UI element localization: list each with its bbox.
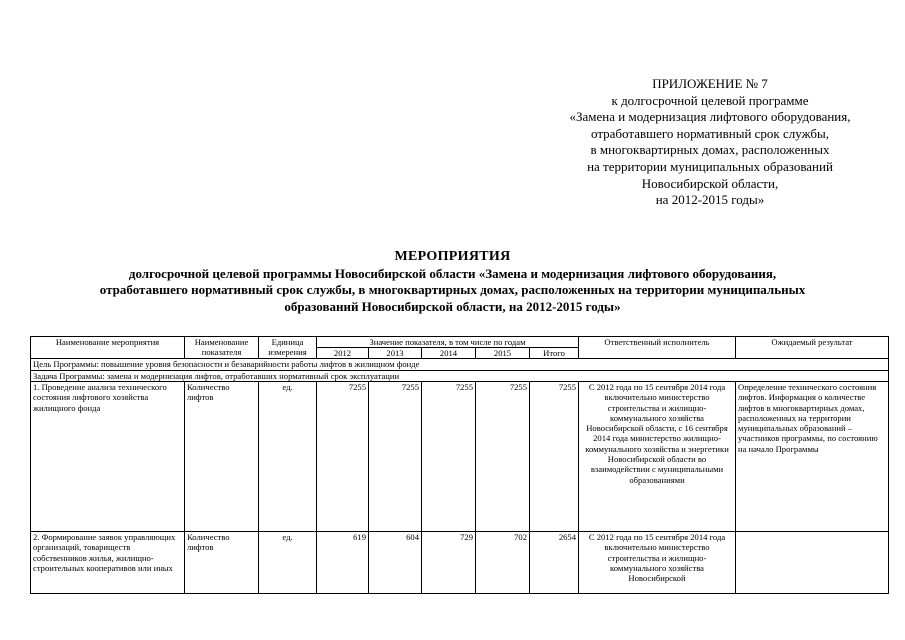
row-value-2015: 702 [476, 532, 530, 594]
row-value-total: 7255 [530, 382, 579, 532]
row-indicator: Количество лифтов [185, 382, 259, 532]
appendix-header [520, 76, 900, 209]
appendix-line: Новосибирской области, [641, 175, 779, 191]
row-executor: С 2012 года по 15 сентября 2014 года включительно министерство строительства и жилищно-коммунального хозяйства Новосибирской области, с 16 сентября 2014 года министерство жилищно-коммунального хозяйства и энергетики Новосибирской области во взаимодействии с муниципальными образованиями [579, 382, 736, 532]
header-total: Итого [530, 348, 579, 359]
appendix-line: ПРИЛОЖЕНИЕ № 7 [652, 76, 768, 91]
header-executor: Ответственный исполнитель [579, 337, 736, 359]
title-line: образований Новосибирской области, на 2012-2015 годы» [284, 298, 621, 314]
row-value-2015: 7255 [476, 382, 530, 532]
table-row [31, 532, 889, 594]
appendix-line: на территории муниципальных образований [587, 158, 833, 174]
row-executor: С 2012 года по 15 сентября 2014 года включительно министерство строительства и жилищно-коммунального хозяйства Новосибирской [579, 532, 736, 594]
header-year: 2013 [369, 348, 422, 359]
row-result [736, 532, 889, 594]
row-value-2014: 7255 [422, 382, 476, 532]
appendix-line: на 2012-2015 годы» [655, 192, 765, 208]
title-line: долгосрочной целевой программы Новосибирской области «Замена и модернизация лифтового оборудования, [128, 265, 777, 281]
header-result: Ожидаемый результат [736, 337, 889, 359]
row-value-2012: 619 [317, 532, 369, 594]
title-main: МЕРОПРИЯТИЯ [394, 249, 511, 264]
appendix-line: отработавшего нормативный срок службы, [590, 125, 829, 141]
header-row [31, 337, 889, 348]
row-name: 2. Формирование заявок управляющих организаций, товариществ собственников жилья, жилищно-строительных кооперативов или иных [31, 532, 185, 594]
row-indicator: Количество лифтов [185, 532, 259, 594]
title-line: отработавшего нормативный срок службы, в многоквартирных домах, расположенных на территории муниципальных [99, 282, 806, 297]
row-value-total: 2654 [530, 532, 579, 594]
row-value-2013: 604 [369, 532, 422, 594]
header-values-group: Значение показателя, в том числе по годам [317, 337, 579, 348]
row-value-2013: 7255 [369, 382, 422, 532]
header-name: Наименование мероприятия [31, 337, 185, 359]
row-value-2012: 7255 [317, 382, 369, 532]
row-unit: ед. [259, 382, 317, 532]
row-unit: ед. [259, 532, 317, 594]
task-row [31, 370, 889, 382]
appendix-line: в многоквартирных домах, расположенных [590, 142, 830, 158]
row-result: Определение технического состояния лифтов. Информация о количестве лифтов в многоквартирных домах, расположенных на территории муниципальных образований – участников программы, по состоянию на начало Программы [736, 382, 889, 532]
header-unit: Единица измерения [259, 337, 317, 359]
appendix-line: «Замена и модернизация лифтового оборудования, [569, 109, 851, 125]
goal-row [31, 359, 889, 371]
document-title [10, 249, 895, 315]
row-value-2014: 729 [422, 532, 476, 594]
table-row [31, 382, 889, 532]
program-goal: Цель Программы: повышение уровня безопасности и безаварийности работы лифтов в жилищном фонде [31, 359, 889, 371]
row-name: 1. Проведение анализа технического состояния лифтового хозяйства жилищного фонда [31, 382, 185, 532]
header-year: 2015 [476, 348, 530, 359]
header-indicator: Наименование показателя [185, 337, 259, 359]
appendix-line: к долгосрочной целевой программе [611, 92, 809, 108]
program-task: Задача Программы: замена и модернизация лифтов, отработавших нормативный срок эксплуатации [31, 370, 889, 382]
header-year: 2012 [317, 348, 369, 359]
header-year: 2014 [422, 348, 476, 359]
measures-table [30, 336, 889, 594]
